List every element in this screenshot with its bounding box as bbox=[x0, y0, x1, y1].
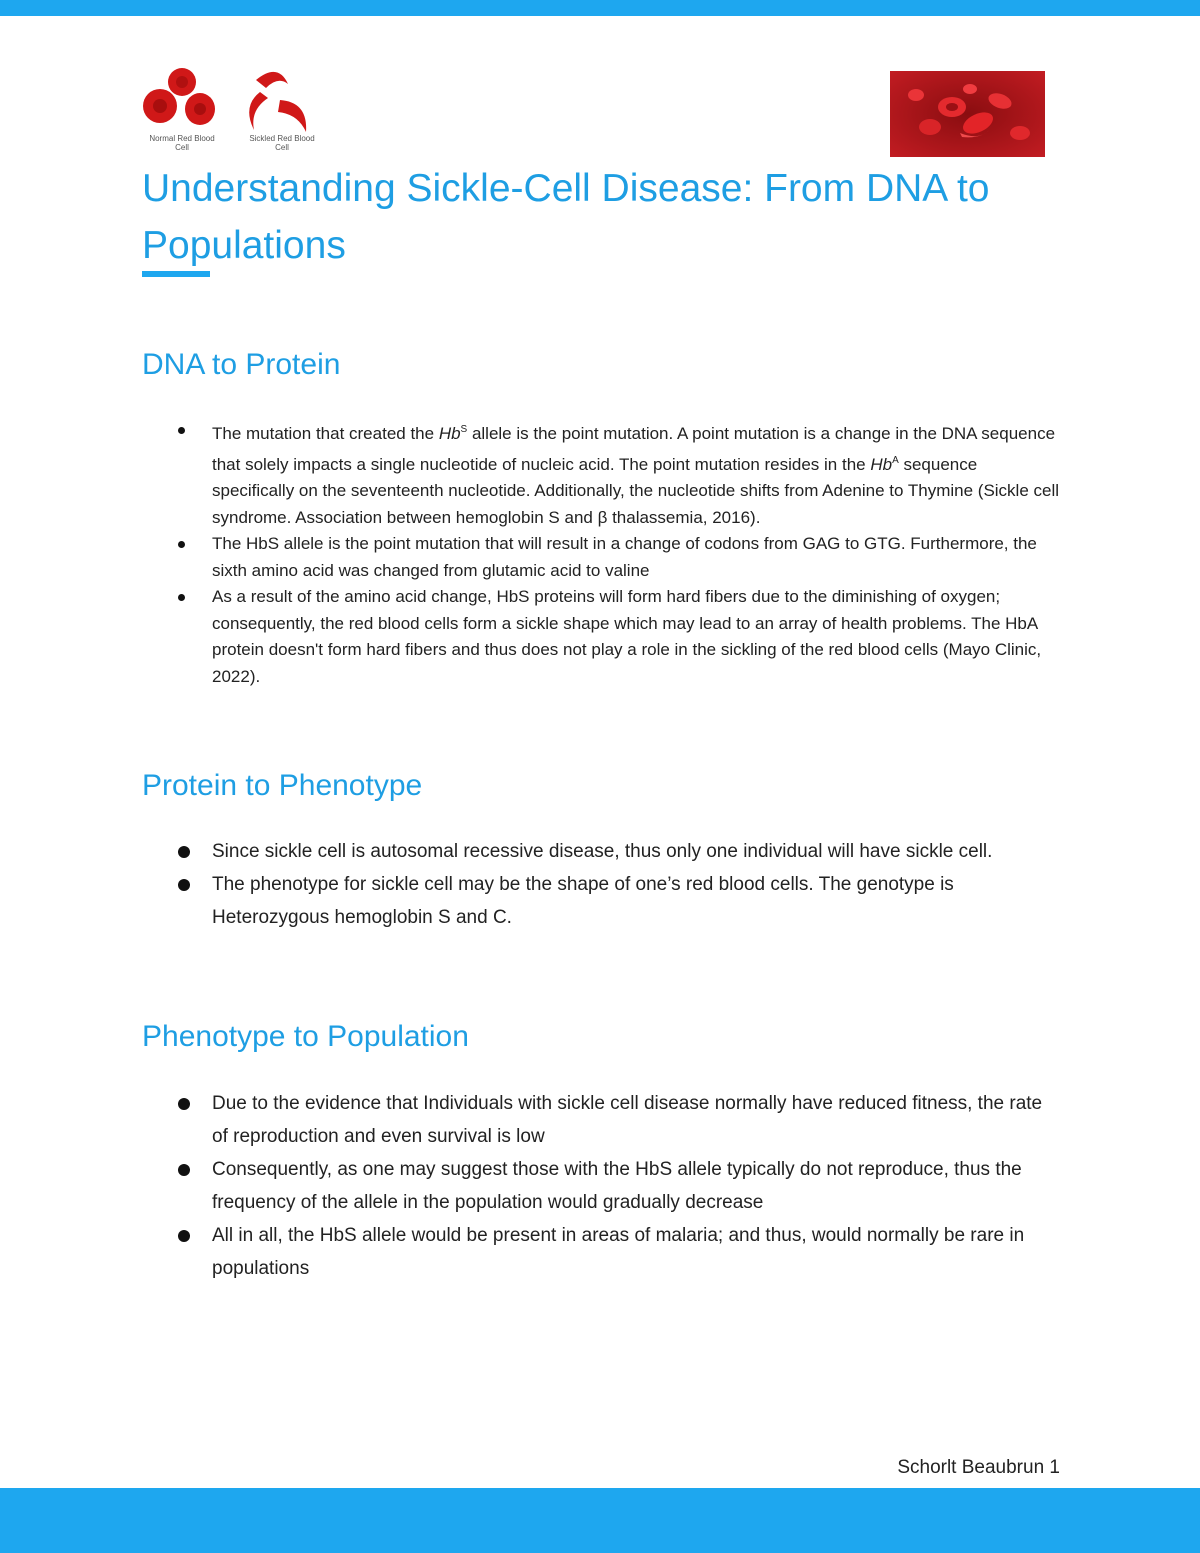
bullet-icon bbox=[178, 846, 190, 858]
list-item bbox=[0, 835, 1062, 868]
bullet-icon bbox=[178, 1230, 190, 1242]
top-accent-bar bbox=[0, 0, 1200, 16]
document-title: Understanding Sickle-Cell Disease: From DNA to Populations bbox=[142, 167, 990, 267]
bullet-text: The mutation that created the bbox=[212, 424, 439, 443]
footer-author-page-number: Schorlt Beaubrun 1 bbox=[897, 1457, 1060, 1478]
bullet-icon bbox=[178, 1098, 190, 1110]
bullet-text: Consequently, as one may suggest those with the HbS allele typically do not reproduce, thus the frequency of the allele in the population would gradually decrease bbox=[212, 1159, 1022, 1213]
title-underline bbox=[142, 271, 210, 277]
bullet-text: The HbS allele is the point mutation that will result in a change of codons from GAG to GTG. Furthermore, the sixth amino acid was changed from glutamic acid to valine bbox=[212, 534, 1037, 580]
protein-to-phenotype-list bbox=[0, 835, 1200, 934]
section-heading-dna-to-protein: DNA to Protein bbox=[142, 348, 341, 381]
bullet-text: As a result of the amino acid change, HbS proteins will form hard fibers due to the diminishing of oxygen; consequently, the red blood cells form a sickle shape which may lead to an array of health problems. The HbA protein doesn't form hard fibers and thus does not play a role in the sickling of the red blood cells (Mayo Clinic, 2022). bbox=[212, 587, 1042, 686]
section-heading-protein-to-phenotype: Protein to Phenotype bbox=[142, 769, 423, 802]
blood-stream-image-icon bbox=[890, 71, 1045, 157]
list-item bbox=[0, 1087, 1062, 1153]
phenotype-to-population-list bbox=[0, 1087, 1200, 1285]
list-item bbox=[0, 584, 1062, 690]
dna-to-protein-list bbox=[0, 417, 1200, 690]
list-item bbox=[0, 1219, 1062, 1285]
bullet-text: sequence specifically on the seventeenth nucleotide. Additionally, the nucleotide shifts from Adenine to Thymine (Sickle cell syndrome. Association between hemoglobin S and β thalassemia, 2016). bbox=[212, 454, 1060, 527]
hba-symbol: $Hb^A$ bbox=[870, 454, 899, 474]
blood-cells-photo bbox=[890, 71, 1045, 157]
bullet-icon bbox=[178, 1164, 190, 1176]
bullet-icon bbox=[178, 594, 185, 601]
sickled-cell-caption: Sickled Red Blood Cell bbox=[249, 134, 315, 152]
bullet-icon bbox=[178, 879, 190, 891]
bottom-accent-bar bbox=[0, 1488, 1200, 1553]
list-item bbox=[0, 1153, 1062, 1219]
bullet-text: allele is the point mutation. A point mutation is a change in the DNA sequence that solely impacts a single nucleotide of nucleic acid. The point mutation resides in the bbox=[212, 424, 1056, 474]
list-item bbox=[0, 868, 1062, 934]
bullet-text: Since sickle cell is autosomal recessive disease, thus only one individual will have sickle cell. bbox=[212, 841, 993, 862]
red-blood-cell-logo bbox=[138, 62, 318, 158]
bullet-icon bbox=[178, 541, 185, 548]
hbs-symbol: $Hb^S$ bbox=[438, 424, 468, 443]
list-item bbox=[0, 531, 1062, 584]
bullet-text: All in all, the HbS allele would be present in areas of malaria; and thus, would normally be rare in populations bbox=[212, 1225, 1025, 1279]
bullet-text: Due to the evidence that Individuals with sickle cell disease normally have reduced fitness, the rate of reproduction and even survival is low bbox=[212, 1093, 1043, 1147]
section-heading-phenotype-to-population: Phenotype to Population bbox=[142, 1020, 469, 1053]
list-item bbox=[0, 417, 1062, 531]
bullet-icon bbox=[178, 427, 185, 434]
normal-cell-caption: Normal Red Blood Cell bbox=[149, 134, 215, 152]
bullet-text: The phenotype for sickle cell may be the shape of one’s red blood cells. The genotype is Heterozygous hemoglobin S and C. bbox=[212, 874, 954, 928]
